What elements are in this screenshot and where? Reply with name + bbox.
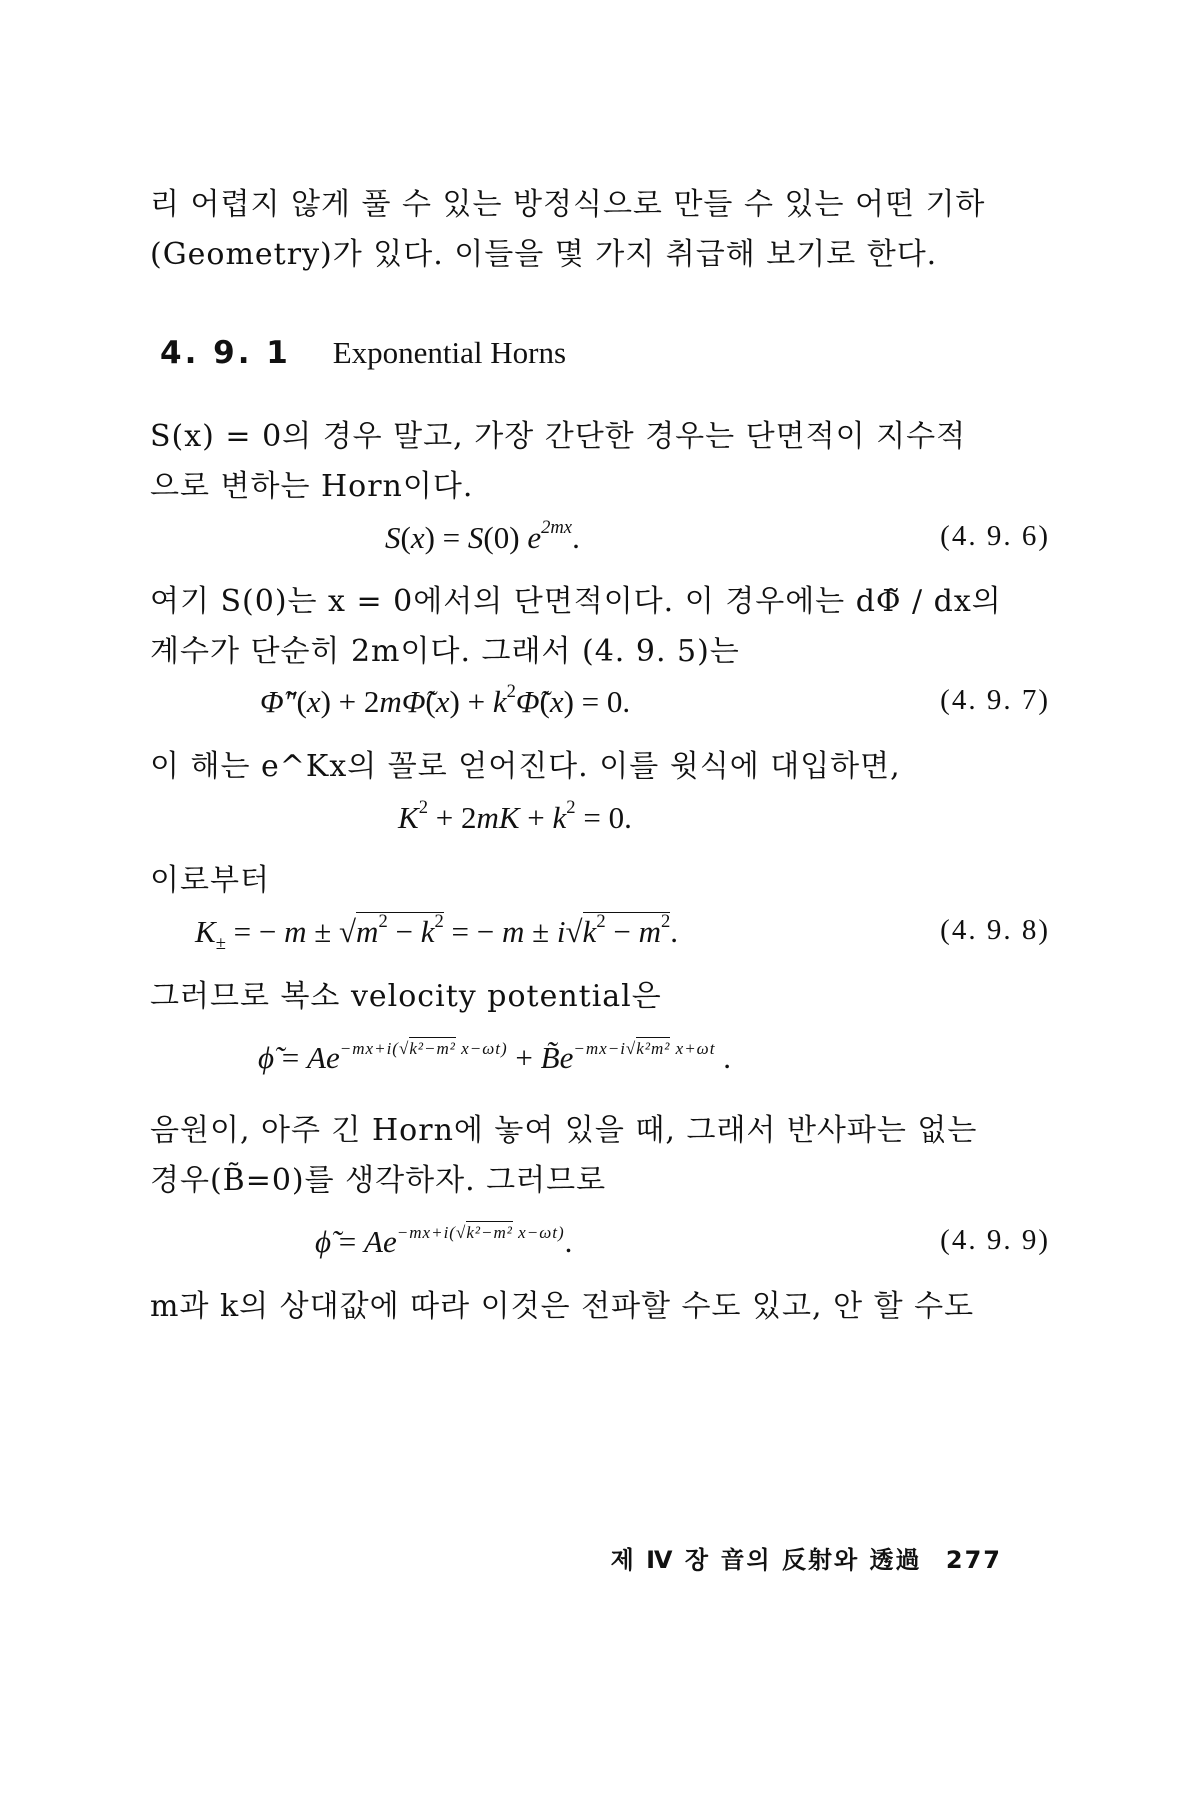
equation-body: ϕ̃ = $Ae^{-mx+i(√k^2-m^2 x-\omega t)}$.	[315, 1223, 573, 1259]
equation-number: (4. 9. 8)	[940, 914, 1050, 946]
page-number: 277	[945, 1546, 1002, 1574]
equation-body: ϕ̃ = $Ae^{-mx+i(√k^2-m^2 x-\omega t)}$ + $B̃e^{-mx-i√k^2m^2 x+\omega t}$ .	[258, 1039, 731, 1075]
section-title: Exponential Horns	[332, 335, 567, 370]
equation-body: S(x) = S(0) $e^{2mx}$.	[385, 516, 580, 555]
equation-body: $K_\pm$ = − $m \pm √m^2 - k^2$ = − $m \pm i√k^2 - m^2$.	[195, 910, 679, 955]
intro-paragraph	[150, 180, 1050, 280]
paragraph-3	[150, 742, 1050, 792]
equation-number: (4. 9. 9)	[940, 1224, 1050, 1256]
paragraph-7	[150, 1282, 1050, 1332]
equation-4-9-7	[150, 680, 1050, 734]
equation-body: $K^2 + 2mK + k^2 = 0$.	[398, 796, 632, 835]
p6-line-2: 경우(B̃=0)를 생각하자. 그러므로	[150, 1163, 607, 1198]
equation-quadratic	[150, 796, 1050, 850]
paragraph-5	[150, 972, 1050, 1022]
paragraph-6	[150, 1106, 1050, 1206]
p2-line-1: 여기 S(0)는 x = 0에서의 단면적이다. 이 경우에는 dΦ̃ / dx의	[150, 584, 1002, 619]
paragraph-2	[150, 577, 1050, 677]
section-number: 4. 9. 1	[160, 335, 291, 371]
equation-4-9-9	[150, 1224, 1050, 1274]
equation-complex-potential	[150, 1040, 1050, 1090]
equation-4-9-8	[150, 910, 1050, 964]
equation-number: (4. 9. 6)	[940, 520, 1050, 552]
p6-line-1: 음원이, 아주 긴 Horn에 놓여 있을 때, 그래서 반사파는 없는	[150, 1113, 978, 1148]
p2-line-2: 계수가 단순히 2m이다. 그래서 (4. 9. 5)는	[150, 634, 740, 669]
intro-line-1: 리 어렵지 않게 풀 수 있는 방정식으로 만들 수 있는 어떤 기하	[150, 187, 986, 222]
equation-4-9-6	[150, 516, 1050, 570]
intro-line-2: (Geometry)가 있다. 이들을 몇 가지 취급해 보기로 한다.	[150, 237, 938, 272]
paragraph-4	[150, 856, 1050, 906]
equation-number: (4. 9. 7)	[940, 684, 1050, 716]
p7-line-1: m과 k의 상대값에 따라 이것은 전파할 수도 있고, 안 할 수도	[150, 1289, 975, 1324]
page-footer	[0, 1540, 1002, 1575]
p1-line-1: S(x) = 0의 경우 말고, 가장 간단한 경우는 단면적이 지수적	[150, 419, 967, 454]
p4-line-1: 이로부터	[150, 863, 270, 898]
paragraph-1	[150, 412, 1050, 512]
p5-line-1: 그러므로 복소 velocity potential은	[150, 979, 662, 1014]
equation-body: Φ̃″(x) + 2mΦ̃(x) + $k^2\Phĩ(x) = 0$.	[260, 680, 631, 719]
p3-line-1: 이 해는 e^Kx의 꼴로 얻어진다. 이를 윗식에 대입하면,	[150, 749, 901, 784]
chapter-title: 제 Ⅳ 장 音의 反射와 透過	[610, 1546, 922, 1574]
p1-line-2: 으로 변하는 Horn이다.	[150, 469, 474, 504]
section-heading	[160, 335, 566, 371]
